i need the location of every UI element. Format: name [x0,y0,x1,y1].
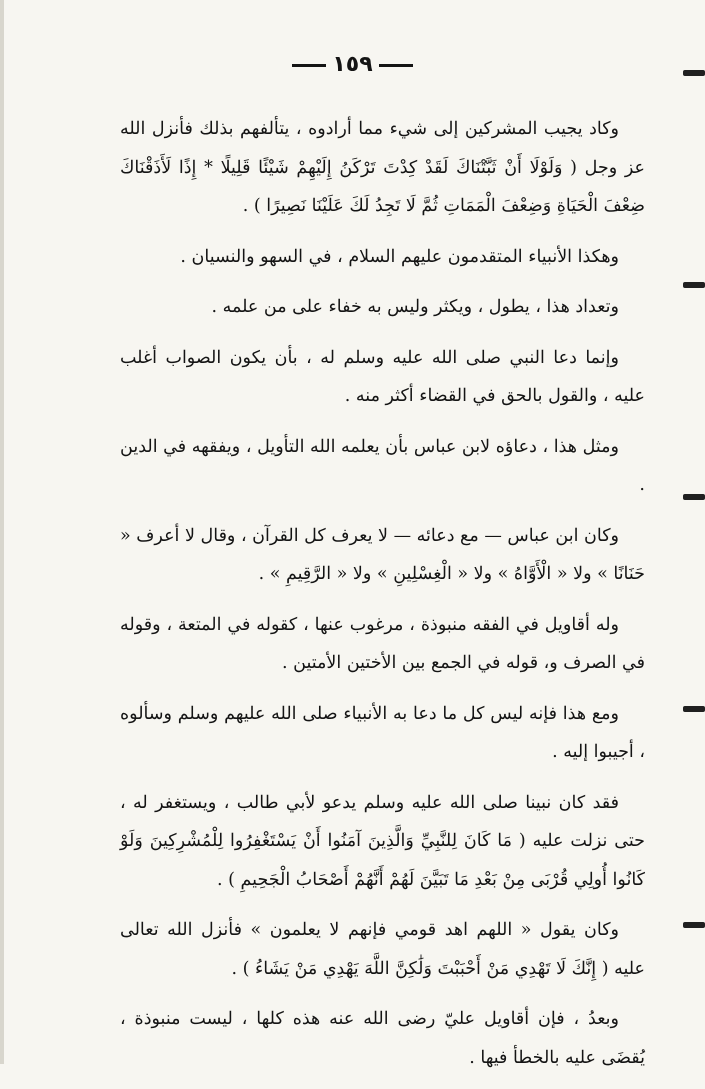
header-dash-left [292,64,326,67]
scan-edge-mark [683,282,705,288]
paragraph: ومثل هذا ، دعاؤه لابن عباس بأن يعلمه الله التأويل ، ويفقهه في الدين . [120,436,645,495]
paragraph: ومع هذا فإنه ليس كل ما دعا به الأنبياء صلى الله عليهم وسلم وسألوه ، أجيبوا إليه . [120,703,645,762]
body-text [120,110,645,1089]
paragraph: وإنما دعا النبي صلى الله عليه وسلم له ، بأن يكون الصواب أغلب عليه ، والقول بالحق في القضاء أكثر منه . [120,347,645,406]
scan-edge-mark [683,706,705,712]
paragraph: وهكذا الأنبياء المتقدمون عليهم السلام ، في السهو والنسيان . [180,246,619,267]
paragraph: وكاد يجيب المشركين إلى شيء مما أرادوه ، يتألفهم بذلك فأنزل الله عز وجل ( وَلَوْلَا أَنْ ثَبَّتْنَاكَ لَقَدْ كِدْتَ تَرْكَنُ إِلَيْهِمْ شَيْئًا قَلِيلًا * إِذًا لَأَذَقْنَاكَ ضِعْفَ الْحَيَاةِ وَضِعْفَ الْمَمَاتِ ثُمَّ لَا تَجِدُ لَكَ عَلَيْنَا نَصِيرًا ) . [120,119,645,216]
page-edge-shadow [0,0,4,1064]
paragraph: وله أقاويل في الفقه منبوذة ، مرغوب عنها ، كقوله في المتعة ، وقوله في الصرف و، قوله في الجمع بين الأختين الأمتين . [120,614,645,673]
paragraph: وكان ابن عباس — مع دعائه — لا يعرف كل القرآن ، وقال لا أعرف « حَنَانًا » ولا « الْأَوَّاهُ » ولا « الْغِسْلِينِ » ولا « الرَّقِيمِ » . [120,525,645,584]
header-dash-right [379,64,413,67]
paragraph: وكان يقول « اللهم اهد قومي فإنهم لا يعلمون » فأنزل الله تعالى عليه ( إِنَّكَ لَا تَهْدِي مَنْ أَحْبَبْتَ وَلَٰكِنَّ اللَّهَ يَهْدِي مَنْ يَشَاءُ ) . [120,920,645,979]
paragraph: وتعداد هذا ، يطول ، ويكثر وليس به خفاء على من علمه . [211,297,619,317]
paragraph: فقد كان نبينا صلى الله عليه وسلم يدعو لأبي طالب ، ويستغفر له ، حتى نزلت عليه ( مَا كَانَ لِلنَّبِيِّ وَالَّذِينَ آمَنُوا أَنْ يَسْتَغْفِرُوا لِلْمُشْرِكِينَ وَلَوْ كَانُوا أُولِي قُرْبَى مِنْ بَعْدِ مَا تَبَيَّنَ لَهُمْ أَنَّهُمْ أَصْحَابُ الْجَحِيمِ ) . [120,792,645,890]
page-header [0,52,705,77]
paragraph: وبعدُ ، فإن أقاويل عليّ رضى الله عنه هذه كلها ، ليست منبوذة ، يُقضَى عليه بالخطأ فيها . [120,1009,645,1068]
scan-edge-mark [683,494,705,500]
scan-edge-mark [683,922,705,928]
scan-edge-mark [683,70,705,76]
page-number: ١٥٩ [332,52,373,77]
